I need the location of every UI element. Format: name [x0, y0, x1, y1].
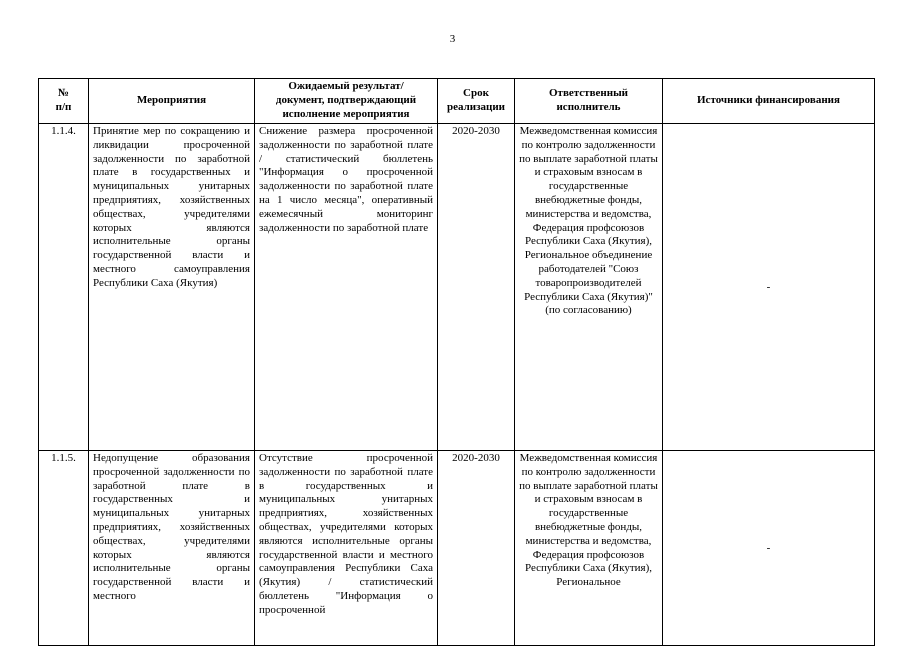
row-funding: - — [663, 124, 875, 451]
row-executor: Межведомственная комиссия по контролю задолженности по выплате заработной платы и страховым взносам в государственные внебюджетные фонды, министерства и ведомства, Федерация профсоюзов Республики Саха (Якутия), Региональное объединение работодателей "Союз товаропроизводителей Республики Саха (Якутия)" (по согласованию) — [515, 124, 663, 451]
header-term — [438, 79, 515, 124]
row-expected-result: Отсутствие просроченной задолженности по заработной плате в государственных и муниципальных унитарных предприятиях, хозяйственных обществах, учредителями которых являются исполнительные органы государственной власти и местного самоуправления Республики Саха (Якутия) / статистический бюллетень "Информация о просроченной — [255, 451, 438, 646]
header-text: Ответственный исполнитель — [548, 87, 629, 113]
row-term: 2020-2030 — [438, 124, 515, 451]
table-row — [39, 124, 875, 451]
page-number: 3 — [449, 33, 456, 45]
header-number — [39, 79, 89, 124]
table-header-row — [39, 79, 875, 124]
row-expected-result: Снижение размера просроченной задолженности по заработной плате / статистический бюллетень "Информация о просроченной задолженности по заработной плате на 1 число месяца", оперативный ежемесячный мониторинг задолженности по заработной плате — [255, 124, 438, 451]
activities-table — [38, 78, 875, 646]
header-text: № п/п — [55, 87, 72, 113]
table-row — [39, 451, 875, 646]
header-text: Мероприятия — [136, 94, 207, 107]
header-executor — [515, 79, 663, 124]
row-number: 1.1.5. — [39, 451, 89, 646]
header-text: Источники финансирования — [697, 94, 840, 107]
row-activity: Недопущение образования просроченной задолженности по заработной плате в государственных и муниципальных унитарных предприятиях, хозяйственных обществах, учредителями которых являются исполнительные органы государственной власти и местного — [89, 451, 255, 646]
header-expected-result — [255, 79, 438, 124]
header-activity — [89, 79, 255, 124]
header-funding — [663, 79, 875, 124]
row-term: 2020-2030 — [438, 451, 515, 646]
row-executor: Межведомственная комиссия по контролю задолженности по выплате заработной платы и страховым взносам в государственные внебюджетные фонды, министерства и ведомства, Федерация профсоюзов Республики Саха (Якутия), Региональное — [515, 451, 663, 646]
header-text: Ожидаемый результат/ документ, подтверждающий исполнение мероприятия — [275, 80, 417, 120]
row-funding: - — [663, 451, 875, 646]
header-text: Срок реализации — [446, 87, 506, 113]
row-number: 1.1.4. — [39, 124, 89, 451]
row-activity: Принятие мер по сокращению и ликвидации просроченной задолженности по заработной плате в государственных и муниципальных унитарных предприятиях, хозяйственных обществах, учредителями которых являются исполнительные органы государственной власти и местного самоуправления Республики Саха (Якутия) — [89, 124, 255, 451]
